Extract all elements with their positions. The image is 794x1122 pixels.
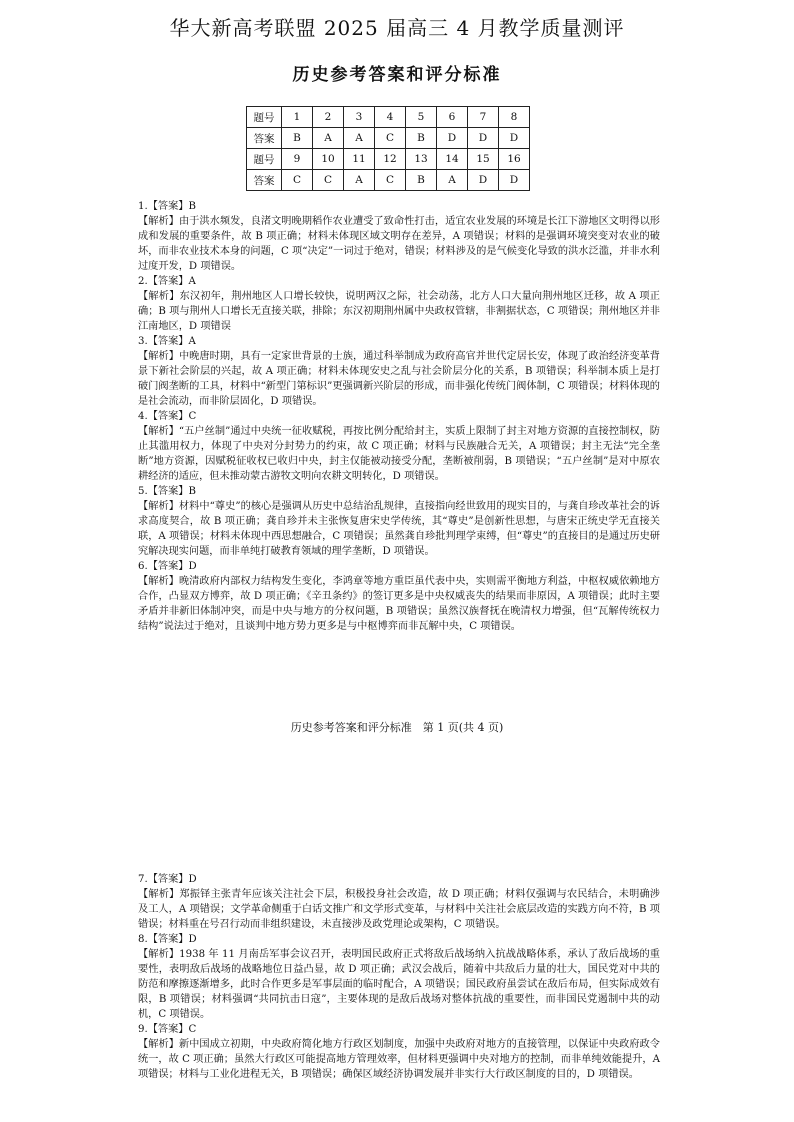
table-cell: D [468, 170, 499, 191]
table-cell: D [499, 170, 530, 191]
table-cell: A [344, 128, 375, 149]
question-answer: 3.【答案】A [138, 336, 196, 347]
question-item [138, 274, 660, 334]
table-cell: 13 [406, 149, 437, 170]
table-row [247, 170, 530, 191]
table-cell: 6 [437, 107, 468, 128]
answers-page-1 [138, 199, 660, 634]
table-cell: C [313, 170, 344, 191]
question-answer: 4.【答案】C [138, 411, 197, 422]
answer-table [246, 106, 530, 191]
question-explanation: 【解析】“五户丝制”通过中央统一征收赋税，再按比例分配给封主，实质上限制了封主对地方资源的直接控制权，防止其滥用权力，体现了中央对分封势力的约束，故 C 项正确；材料与民族融合无关，A 项错误；封主无法“完全垄断”地方资源，因赋税征收权已收归中央，封主仅能被动接受分配，垄断被削弱，B 项错误；“五户丝制”是对中原农耕经济的适应，但未推动蒙古游牧文明向农耕文明转化，D 项错误。 [138, 426, 660, 482]
question-answer: 5.【答案】B [138, 486, 196, 497]
table-row-label: 答案 [247, 170, 282, 191]
table-cell: 5 [406, 107, 437, 128]
table-cell: B [282, 128, 313, 149]
table-cell: C [282, 170, 313, 191]
question-answer: 8.【答案】D [138, 934, 197, 945]
table-cell: A [313, 128, 344, 149]
question-item [138, 409, 660, 484]
table-cell: B [406, 170, 437, 191]
table-cell: D [499, 128, 530, 149]
table-cell: 8 [499, 107, 530, 128]
table-cell: C [375, 128, 406, 149]
question-item [138, 1022, 660, 1082]
question-explanation: 【解析】1938 年 11 月南岳军事会议召开，表明国民政府正式将敌后战场纳入抗战战略体系，承认了敌后战场的重要性，表明敌后战场的战略地位日益凸显，故 D 项正确；武汉会战后，随着中共敌后力量的壮大，国民党对中共的防范和摩擦逐渐增多，此时合作更多是军事层面的临时配合，A 项错误；国民政府虽尝试在敌后布局，但实际成效有限，B 项错误；材料强调“共同抗击日寇”，主要体现的是敌后战场对整体抗战的重要性，而非国民党遏制中共的动机，C 项错误。 [138, 949, 660, 1020]
question-item [138, 484, 660, 559]
question-answer: 2.【答案】A [138, 276, 196, 287]
question-explanation: 【解析】新中国成立初期，中央政府简化地方行政区划制度，加强中央政府对地方的直接管理，以保证中央政府政令统一，故 C 项正确；虽然大行政区可能提高地方管理效率，但材料更强调中央对地方的控制，而非单纯效能提升，A 项错误；材料与工业化进程无关，B 项错误；确保区域经济协调发展并非实行大行政区制度的目的，D 项错误。 [138, 1039, 660, 1080]
page-title: 华大新高考联盟 2025 届高三 4 月教学质量测评 [169, 16, 625, 40]
table-cell: C [375, 170, 406, 191]
table-cell: 15 [468, 149, 499, 170]
table-cell: A [344, 170, 375, 191]
table-row-label: 答案 [247, 128, 282, 149]
table-row-label: 题号 [247, 149, 282, 170]
question-item [138, 199, 660, 274]
question-item [138, 559, 660, 634]
table-row [247, 128, 530, 149]
table-cell: 10 [313, 149, 344, 170]
page-subtitle: 历史参考答案和评分标准 [292, 65, 502, 85]
question-explanation: 【解析】材料中“尊史”的核心是强调从历史中总结治乱规律，直接指向经世致用的现实目的，与龚自珍改革社会的诉求高度契合，故 B 项正确；龚自珍并未主张恢复唐宋史学传统，其“尊史”是创新性思想，与唐宋正统史学无直接关联，A 项错误；材料未体现中西思想融合，C 项错误；虽然龚自珍批判理学束缚，但“尊史”的直接目的是通过历史研究解决现实问题，而非单纯打破教育领域的理学垄断，D 项错误。 [138, 501, 660, 557]
question-answer: 6.【答案】D [138, 561, 197, 572]
table-cell: A [437, 170, 468, 191]
table-row [247, 149, 530, 170]
question-explanation: 【解析】东汉初年，荆州地区人口增长较快，说明两汉之际，社会动荡，北方人口大量向荆州地区迁移，故 A 项正确；B 项与荆州人口增长无直接关联，排除；东汉初期荆州属中央政权管辖，非割据状态，C 项错误；荆州地区并非江南地区，D 项错误 [138, 291, 660, 332]
table-cell: 12 [375, 149, 406, 170]
table-cell: 16 [499, 149, 530, 170]
table-cell: 14 [437, 149, 468, 170]
question-answer: 9.【答案】C [138, 1024, 197, 1035]
table-cell: 4 [375, 107, 406, 128]
question-answer: 1.【答案】B [138, 201, 196, 212]
table-cell: B [406, 128, 437, 149]
table-cell: 2 [313, 107, 344, 128]
question-item [138, 334, 660, 409]
table-row-label: 题号 [247, 107, 282, 128]
table-cell: 7 [468, 107, 499, 128]
table-cell: 11 [344, 149, 375, 170]
table-cell: 1 [282, 107, 313, 128]
question-item [138, 932, 660, 1022]
question-explanation: 【解析】晚清政府内部权力结构发生变化，李鸿章等地方重臣虽代表中央，实则需平衡地方利益，中枢权威依赖地方合作，凸显双方博弈，故 D 项正确；《辛丑条约》的签订更多是中央权威丧失的结果而非原因，A 项错误；此时主要矛盾并非新旧体制冲突，而是中央与地方的分权问题，B 项错误；虽然汉族督抚在晚清权力增强，但“瓦解传统权力结构”说法过于绝对，且谈判中地方势力更多是与中枢博弈而非瓦解中央，C 项错误。 [138, 576, 660, 632]
table-cell: D [437, 128, 468, 149]
table-cell: D [468, 128, 499, 149]
answers-page-2 [138, 872, 660, 1082]
page-footer: 历史参考答案和评分标准 第 1 页(共 4 页) [290, 721, 504, 734]
question-answer: 7.【答案】D [138, 874, 197, 885]
question-explanation: 【解析】郑振铎主张青年应该关注社会下层，积极投身社会改造，故 D 项正确；材料仅强调与农民结合，未明确涉及工人，A 项错误；文学革命侧重于白话文推广和文学形式变革，与材料中关注社会底层改造的实践方向不符，B 项错误；材料重在号召行动而非组织建设，未直接涉及政党理论或架构，C 项错误。 [138, 889, 660, 930]
question-explanation: 【解析】由于洪水频发，良渚文明晚期稻作农业遭受了致命性打击，适宜农业发展的环境是长江下游地区文明得以形成和发展的重要条件，故 B 项正确；材料未体现区域文明存在差异，A 项错误；材料的是强调环境突变对农业的破坏，而非农业技术本身的问题，C 项“决定”一词过于绝对，错误；材料涉及的是气候变化导致的洪水泛滥，并非水利过度开发，D 项错误。 [138, 216, 660, 272]
question-item [138, 872, 660, 932]
table-cell: 9 [282, 149, 313, 170]
question-explanation: 【解析】中晚唐时期，具有一定家世背景的士族，通过科举制成为政府高官并世代定居长安，体现了政治经济变革背景下新社会阶层的兴起，故 A 项正确；材料未体现安史之乱与社会阶层分化的关系，B 项错误；科举制本质上是打破门阀垄断的工具，材料中“新型门第标识”更强调新兴阶层的形成，而非强化传统门阀体制，C 项错误；材料体现的是社会流动，而非阶层固化，D 项错误。 [138, 351, 660, 407]
table-cell: 3 [344, 107, 375, 128]
table-row [247, 107, 530, 128]
